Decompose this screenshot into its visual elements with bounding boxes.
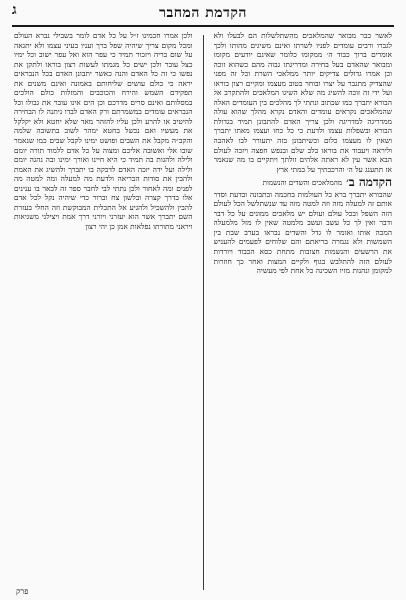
section-label: הקדמה ב׳ — [346, 175, 392, 190]
catchword: פרק — [16, 587, 29, 596]
section-subtitle: מהמלאכים והשדים והנשמות — [262, 178, 343, 188]
running-header — [10, 2, 396, 24]
page-number: ג — [12, 2, 17, 18]
right-column — [214, 31, 393, 594]
section-heading — [214, 175, 393, 190]
left-column-paragraph: ולכן אמרו חכמינו ז״ל על כל אדם לומר בשבילי נברא העולם ומכל מקום צריך שיהיה שפל ברך ועניו בעיני עצמו ולא יתגאה על שום בריה ויזכור תמיד כי עפר הוא ואל עפר ישוב וכל ימיו כצל עובר ולכן ישים כל מגמתו לעשות רצון בוראו ולתקן את נפשו כי זה כל האדם והנה כאשר יתבונן האדם בכל הנבראים יראה כי כולם עושים שליחותם באמונה ואינם משנים את תפקידם השמש והירח והכוכבים והמזלות כולם הולכים במסלותם ואינם סרים מדרכם וכן הים אינו עובר את גבולו וכל הנבראים עומדים במשמרתם ורק האדם לבדו ניתנה לו הבחירה להיטיב או להרע ולכן עליו להזהר מאד שלא יחטא ולא יקלקל את מעשיו ואם נכשל בחטא ימהר לשוב בתשובה שלמה והקב״ה מקבל את השבים ופושט ימינו לקבל שבים כמו שנאמר שובו אלי ואשובה אליכם ומצוה על כל אדם ללמוד תורה יומם ולילה ולהגות בה תמיד כי היא חיינו ואורך ימינו ובה נהגה יומם ולילה ועל ידה יזכה האדם לדבקה בו יתברך ולהשיג את האמת ולהבין את סודות הבריאה ולדעת מה למעלה ומה למטה מה לפנים ומה לאחור ולכן נתתי לבי לחבר ספר זה לבאר בו ענינים אלו בדרך קצרה ובלשון צח וברור כדי שיהיה נקל לכל אדם להבין ולהשכיל ולהגיע אל התכלית המבוקשת וזה החלי בעזרת השם יתברך אשר הוא יעזרני ויורני דרך אמת ויצילני משגיאות ויראני מתורתו נפלאות אמן כן יהי רצון — [14, 31, 193, 231]
text-columns — [14, 31, 392, 594]
page-title: הקדמת המחבר — [159, 4, 247, 21]
right-column-paragraph-1: לאשר כבר מבואר שהמלאכים מהשתלשלות הם לבעלו ולא לגברו ורבים עומדים לפניו לשרתו ואינם משיגים מהותו ולכך אומרים ברוך כבוד ה׳ ממקומו כלומר שאינם יודעים מקומו ומבואר שהאדם בעל בחירה ומדריגתו גבוה מהם כשהוא זוכה וכן אמרו גדולים צדיקים יותר ממלאכי השרת וכל זה מפני שהצדיק מתגבר על יצרו ובוחר בטוב מעצמו ומקיים רצון בוראו ועל ידי זה זוכה להשיג מה שלא השיגו המלאכים ולהתקרב אל הבורא יתברך כמו שכתוב ונתתי לך מהלכים בין העומדים האלה שהמלאכים נקראים עומדים והאדם נקרא מהלך שהוא עולה ממדריגה למדריגה ולכן צריך האדם להתבונן תמיד בגדולת הבורא ובשפלות עצמו ולדעת כי כל כחו ועצמו מאתו יתברך ושאין לו מעצמו כלום וכשיתבונן בזה יתעורר לבו לאהבה וליראה ויעבוד את בוראו בלב שלם ובנפש חפצה ויזכה לעולם הבא אשר עין לא ראתה אלהים זולתך ויתקיים בו מה שנאמר אז תתענג על ה׳ והרכבתיך על במתי ארץ — [213, 31, 392, 174]
right-column-paragraph-2: שהבורא יתברך ברא כל העולמות בחכמה ובתבונה ובדעת וסדר אותם זה למעלה מזה וזה למטה מזה עד שנשתלשל הכל לעולם הזה השפל ובכל עולם ועולם יש מלאכים ממונים על כל דבר ודבר ואין לך כל עשב ועשב מלמטה שאין לו מזל מלמעלה המכה אותו ואומר לו גדל והשדים נבראו בערב שבת בין השמשות ולא נגמרה בריאתם והם שלוחים לפעמים להעניש את הרשעים והנשמות חצובות מתחת כסא הכבוד ויורדות לעולם הזה להתלבש בגוף ולקיים המצות ואחר כך חוזרות למקומן ונהנות מזיו השכינה כל אחת לפי מעשיה — [213, 189, 392, 276]
left-column — [14, 31, 193, 594]
column-divider — [203, 35, 204, 590]
header-rule — [12, 25, 394, 27]
